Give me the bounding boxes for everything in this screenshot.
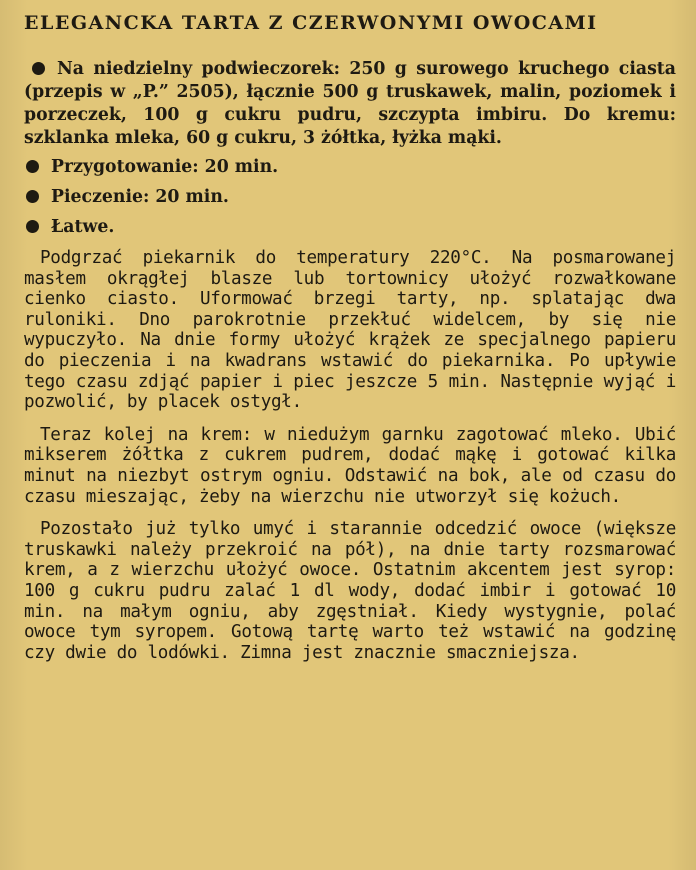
instructions-paragraph-1: Podgrzać piekarnik do temperatury 220°C. Na posmarowanej masłem okrągłej blasze lub tortownicy ułożyć rozwałkowane cienko ciasto. Uformować brzegi tarty, np. splatając dwa ruloniki. Dno parokrotnie przekłuć widelcem, by się nie wypuczyło. Na dnie formy ułożyć krążek ze specjalnego papieru do pieczenia i na kwadrans wstawić do piekarnika. Po upływie tego czasu zdjąć papier i piec jeszcze 5 min. Następnie wyjąć i pozwolić, by placek ostygł. xyxy=(24,248,676,413)
difficulty xyxy=(24,216,676,239)
prep-time xyxy=(24,156,676,179)
recipe-title: ELEGANCKA TARTA Z CZERWONYMI OWOCAMI xyxy=(24,12,598,34)
difficulty-text: Łatwe. xyxy=(51,217,115,237)
bake-time xyxy=(24,186,676,209)
ingredients-paragraph xyxy=(24,58,676,150)
bullet-icon xyxy=(26,160,39,173)
bullet-icon xyxy=(26,220,39,233)
instructions-paragraph-3: Pozostało już tylko umyć i starannie odcedzić owoce (większe truskawki należy przekroić na pół), na dnie tarty rozsmarować krem, a z wierzchu ułożyć owoce. Ostatnim akcentem jest syrop: 100 g cukru pudru zalać 1 dl wody, dodać imbir i gotować 10 min. na małym ogniu, aby zgęstniał. Kiedy wystygnie, polać owoce tym syropem. Gotową tartę warto też wstawić na godzinę czy dwie do lodówki. Zimna jest znacznie smaczniejsza. xyxy=(24,519,676,663)
prep-time-text: Przygotowanie: 20 min. xyxy=(51,157,279,177)
bullet-icon xyxy=(26,190,39,203)
bake-time-text: Pieczenie: 20 min. xyxy=(51,187,229,207)
ingredients-text: Na niedzielny podwieczorek: 250 g surowego kruchego ciasta (przepis w „P.” 2505), łącznie 500 g truskawek, malin, poziomek i porzeczek, 100 g cukru pudru, szczypta imbiru. Do kremu: szklanka mleka, 60 g cukru, 3 żółtka, łyżka mąki. xyxy=(24,59,676,148)
bullet-icon xyxy=(32,62,45,75)
instructions-paragraph-2: Teraz kolej na krem: w niedużym garnku zagotować mleko. Ubić mikserem żółtka z cukrem pudrem, dodać mąkę i gotować kilka minut na niezbyt ostrym ogniu. Odstawić na bok, ale od czasu do czasu mieszając, żeby na wierzchu nie utworzył się kożuch. xyxy=(24,424,676,507)
